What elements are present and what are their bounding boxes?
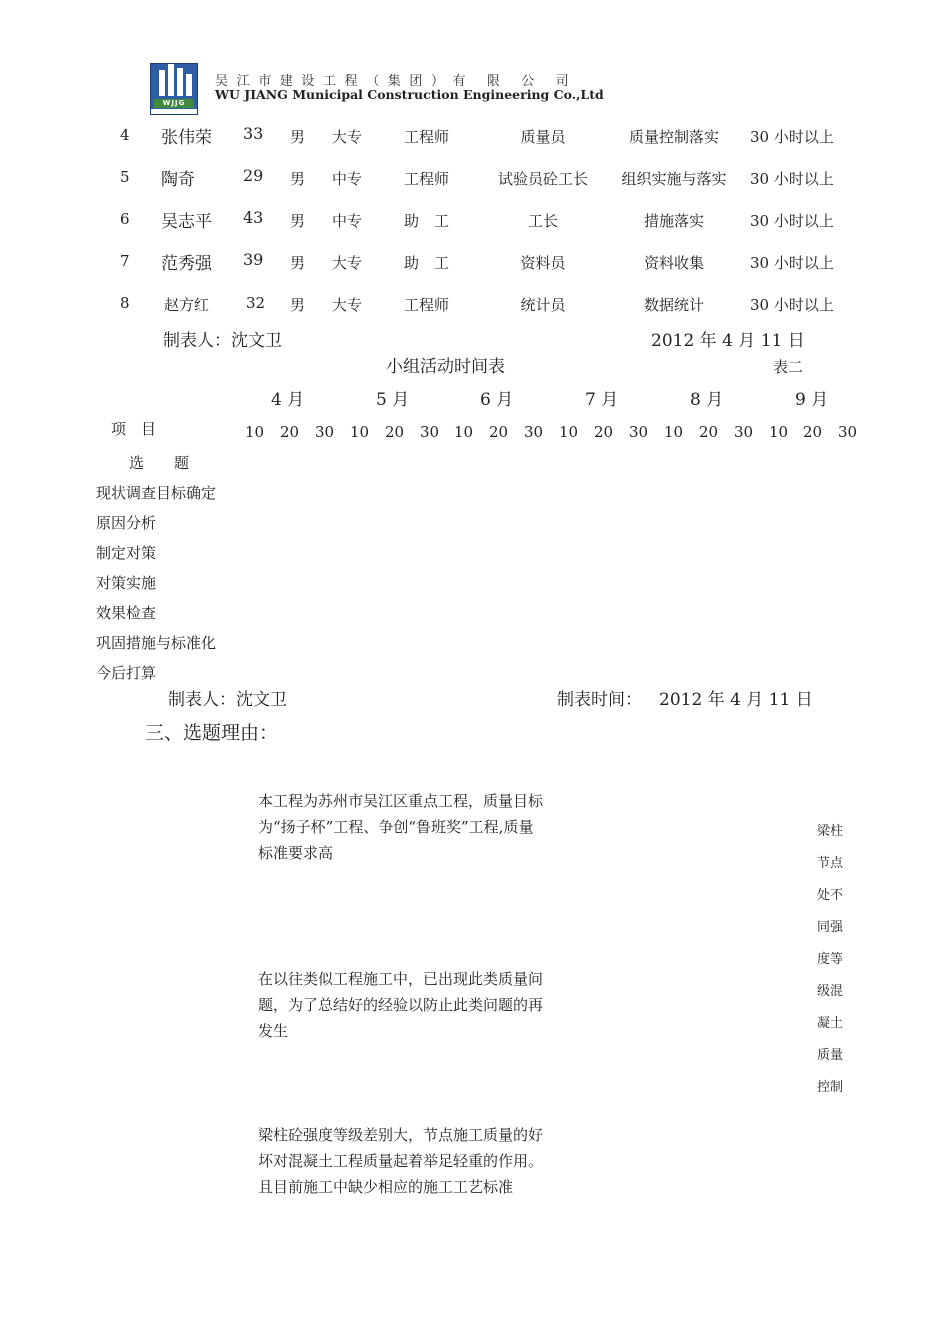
schedule-row-label: 制定对策 [96, 544, 157, 562]
member-row [0, 210, 950, 234]
day-mark: 10 [454, 423, 474, 441]
month-header: 8 月 [690, 390, 724, 410]
logo-bar [168, 64, 174, 96]
member-task: 资料收集 [643, 254, 704, 272]
day-mark: 10 [769, 423, 789, 441]
day-mark: 30 [734, 423, 754, 441]
reason-3: 梁柱砼强度等级差别大，节点施工质量的好坏对混凝土工程质量起着举足轻重的作用。且目前施工中缺少相应的施工工艺标准 [258, 1126, 544, 1196]
day-mark: 30 [315, 423, 335, 441]
member-education: 中专 [332, 170, 363, 188]
member-name: 范秀强 [161, 254, 212, 274]
schedule-row-label: 效果检查 [96, 604, 157, 622]
member-age: 33 [243, 124, 264, 143]
logo-text: WJJG [154, 99, 194, 108]
month-header: 5 月 [376, 390, 410, 410]
table1-date: 2012 年 4 月 11 日 [651, 331, 805, 351]
month-header: 7 月 [585, 390, 619, 410]
table1-maker: 制表人：沈文卫 [163, 331, 282, 351]
day-mark: 20 [803, 423, 823, 441]
member-sex: 男 [290, 212, 306, 230]
day-mark: 10 [350, 423, 370, 441]
schedule-row-label: 巩固措施与标准化 [96, 634, 217, 652]
logo-footer [151, 109, 197, 114]
member-role: 工长 [527, 212, 558, 230]
schedule-table-no: 表二 [773, 358, 804, 376]
schedule-row-label: 对策实施 [96, 574, 157, 592]
member-sex: 男 [290, 170, 306, 188]
member-number: 8 [120, 294, 130, 312]
member-name: 赵方红 [164, 296, 210, 314]
member-education: 大专 [332, 128, 363, 146]
schedule-header-item: 项 目 [111, 420, 157, 438]
member-number: 4 [120, 126, 130, 144]
member-role: 质量员 [520, 128, 566, 146]
reason-1: 本工程为苏州市吴江区重点工程，质量目标为“扬子杯”工程、争创“鲁班奖”工程,质量标准要求高 [258, 792, 544, 862]
member-row [0, 168, 950, 192]
member-row [0, 294, 950, 318]
logo-bar [177, 68, 183, 96]
member-hours: 30 小时以上 [750, 212, 834, 230]
member-hours: 30 小时以上 [750, 170, 834, 188]
member-number: 7 [120, 252, 130, 270]
schedule-maker: 制表人：沈文卫 [168, 690, 287, 710]
day-mark: 30 [524, 423, 544, 441]
company-name-en: WU JIANG Municipal Construction Engineering Co.,Ltd [215, 87, 604, 102]
schedule-title: 小组活动时间表 [386, 357, 505, 377]
day-mark: 20 [699, 423, 719, 441]
member-name: 陶奇 [161, 170, 195, 190]
selected-topic: 梁柱节点处不同强度等级混凝土质量控制 [817, 824, 844, 1095]
member-age: 32 [246, 294, 266, 312]
member-role: 统计员 [520, 296, 566, 314]
member-title: 助 工 [404, 254, 450, 272]
member-age: 29 [243, 166, 264, 185]
member-title: 工程师 [404, 128, 450, 146]
section3-heading: 三、选题理由： [145, 722, 279, 744]
day-mark: 20 [385, 423, 405, 441]
member-task: 质量控制落实 [628, 128, 719, 146]
day-mark: 20 [594, 423, 614, 441]
member-name: 张伟荣 [161, 128, 212, 148]
schedule-date-label: 制表时间： [557, 690, 642, 710]
member-education: 大专 [332, 296, 363, 314]
month-header: 9 月 [795, 390, 829, 410]
schedule-row-label: 原因分析 [96, 514, 157, 532]
member-sex: 男 [290, 296, 306, 314]
day-mark: 10 [559, 423, 579, 441]
reason-2: 在以往类似工程施工中，已出现此类质量问题，为了总结好的经验以防止此类问题的再发生 [258, 970, 544, 1040]
logo-bar [186, 74, 192, 96]
month-header: 6 月 [480, 390, 514, 410]
day-mark: 10 [245, 423, 265, 441]
day-mark: 30 [838, 423, 858, 441]
member-task: 数据统计 [643, 296, 704, 314]
schedule-header-topic: 选 题 [129, 454, 190, 472]
member-title: 助 工 [404, 212, 450, 230]
day-mark: 30 [629, 423, 649, 441]
day-mark: 30 [420, 423, 440, 441]
member-row [0, 252, 950, 276]
member-title: 工程师 [404, 170, 450, 188]
member-age: 43 [243, 208, 264, 227]
member-education: 中专 [332, 212, 363, 230]
schedule-date: 2012 年 4 月 11 日 [659, 690, 813, 710]
member-task: 组织实施与落实 [621, 170, 727, 188]
member-title: 工程师 [404, 296, 450, 314]
member-task: 措施落实 [643, 212, 704, 230]
member-hours: 30 小时以上 [750, 128, 834, 146]
member-sex: 男 [290, 254, 306, 272]
day-mark: 20 [489, 423, 509, 441]
member-number: 5 [120, 168, 130, 186]
day-mark: 20 [280, 423, 300, 441]
schedule-row-label: 现状调查目标确定 [96, 484, 217, 502]
member-hours: 30 小时以上 [750, 296, 834, 314]
member-role: 资料员 [520, 254, 566, 272]
month-header: 4 月 [271, 390, 305, 410]
company-logo [150, 63, 198, 115]
member-role: 试验员砼工长 [497, 170, 588, 188]
company-name-cn: 吴江市建设工程（集团）有 限 公 司 [215, 74, 578, 89]
day-mark: 10 [664, 423, 684, 441]
member-hours: 30 小时以上 [750, 254, 834, 272]
member-age: 39 [243, 250, 264, 269]
member-name: 吴志平 [161, 212, 212, 232]
schedule-row-label: 今后打算 [96, 664, 157, 682]
member-number: 6 [120, 210, 130, 228]
member-row [0, 126, 950, 150]
member-education: 大专 [332, 254, 363, 272]
member-sex: 男 [290, 128, 306, 146]
logo-bar [159, 70, 165, 96]
